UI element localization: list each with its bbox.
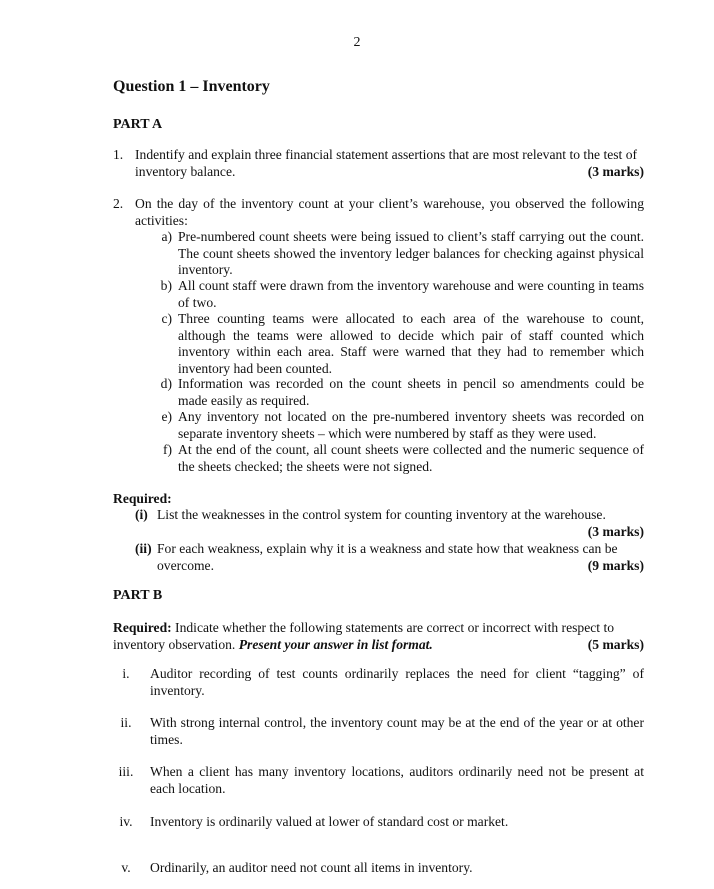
activity-label: f) [162, 442, 172, 457]
activity-text: Pre-numbered count sheets were being issued to client’s staff carrying out the count. The count sheets showed the inventory ledger balances for checking against physical inventory. [178, 229, 644, 278]
part-b-required-text: Indicate whether the following statements are correct or incorrect with respect to inventory observation. [113, 620, 615, 652]
required-i-label: (i) [135, 507, 148, 522]
part-b-heading: PART B [113, 588, 163, 603]
part-a-heading: PART A [113, 117, 163, 132]
question-2-intro: On the day of the inventory count at your client’s warehouse, you observed the following activities: [135, 196, 644, 228]
required-i [157, 507, 644, 540]
required-ii-label: (ii) [135, 541, 152, 556]
part-b-required-emphasis: Present your answer in list format. [238, 636, 433, 652]
activity-label: c) [161, 311, 172, 326]
question-1-marks: (3 marks) [587, 163, 644, 179]
question-1-number: 1. [113, 147, 124, 162]
question-2-number: 2. [113, 196, 124, 211]
required-i-text: List the weaknesses in the control system for counting inventory at the warehouse. [157, 507, 606, 522]
statement-text: Ordinarily, an auditor need not count all items in inventory. [150, 860, 473, 875]
activity-label: a) [161, 229, 172, 244]
required-label: Required: [113, 491, 172, 506]
part-b-required-label: Required: [113, 620, 172, 635]
statement-label: iii. [118, 764, 134, 779]
required-ii [157, 541, 644, 574]
statement-text: When a client has many inventory locations, auditors ordinarily need not be present at each location. [150, 764, 644, 796]
activity-label: e) [161, 409, 172, 424]
activity-label: d) [160, 376, 172, 391]
statement-text: Auditor recording of test counts ordinarily replaces the need for client “tagging” of inventory. [150, 666, 644, 698]
activity-text: Any inventory not located on the pre-numbered inventory sheets was recorded on separate inventory sheets – which were numbered by staff as they were used. [178, 409, 644, 441]
statement-text: Inventory is ordinarily valued at lower of standard cost or market. [150, 814, 509, 829]
activity-text: All count staff were drawn from the inventory warehouse and were counting in teams of two. [178, 278, 644, 310]
part-b-required [113, 620, 644, 653]
statement-label: ii. [120, 715, 132, 730]
required-i-marks: (3 marks) [587, 523, 644, 539]
activity-text: Three counting teams were allocated to each area of the warehouse to count, although the teams were allowed to decide which pair of staff counted which inventory within each area. Staff were warned that they had to remember which inventory had been counted. [178, 311, 644, 376]
statement-label: i. [122, 666, 130, 681]
activity-label: b) [160, 278, 172, 293]
statement-label: iv. [119, 814, 133, 829]
statement-label: v. [121, 860, 131, 875]
statement-text: With strong internal control, the inventory count may be at the end of the year or at other times. [150, 715, 644, 747]
question-1 [135, 147, 644, 180]
question-title: Question 1 – Inventory [113, 78, 270, 95]
activity-text: Information was recorded on the count sheets in pencil so amendments could be made easily as required. [178, 376, 644, 408]
required-ii-marks: (9 marks) [587, 557, 644, 573]
required-ii-text: For each weakness, explain why it is a weakness and state how that weakness can be overcome. [157, 541, 618, 573]
question-1-text: Indentify and explain three financial statement assertions that are most relevant to the test of inventory balance. [135, 147, 638, 179]
activity-text: At the end of the count, all count sheets were collected and the numeric sequence of the sheets checked; the sheets were not signed. [178, 442, 644, 474]
page-number: 2 [353, 35, 361, 50]
part-b-marks: (5 marks) [587, 636, 644, 652]
